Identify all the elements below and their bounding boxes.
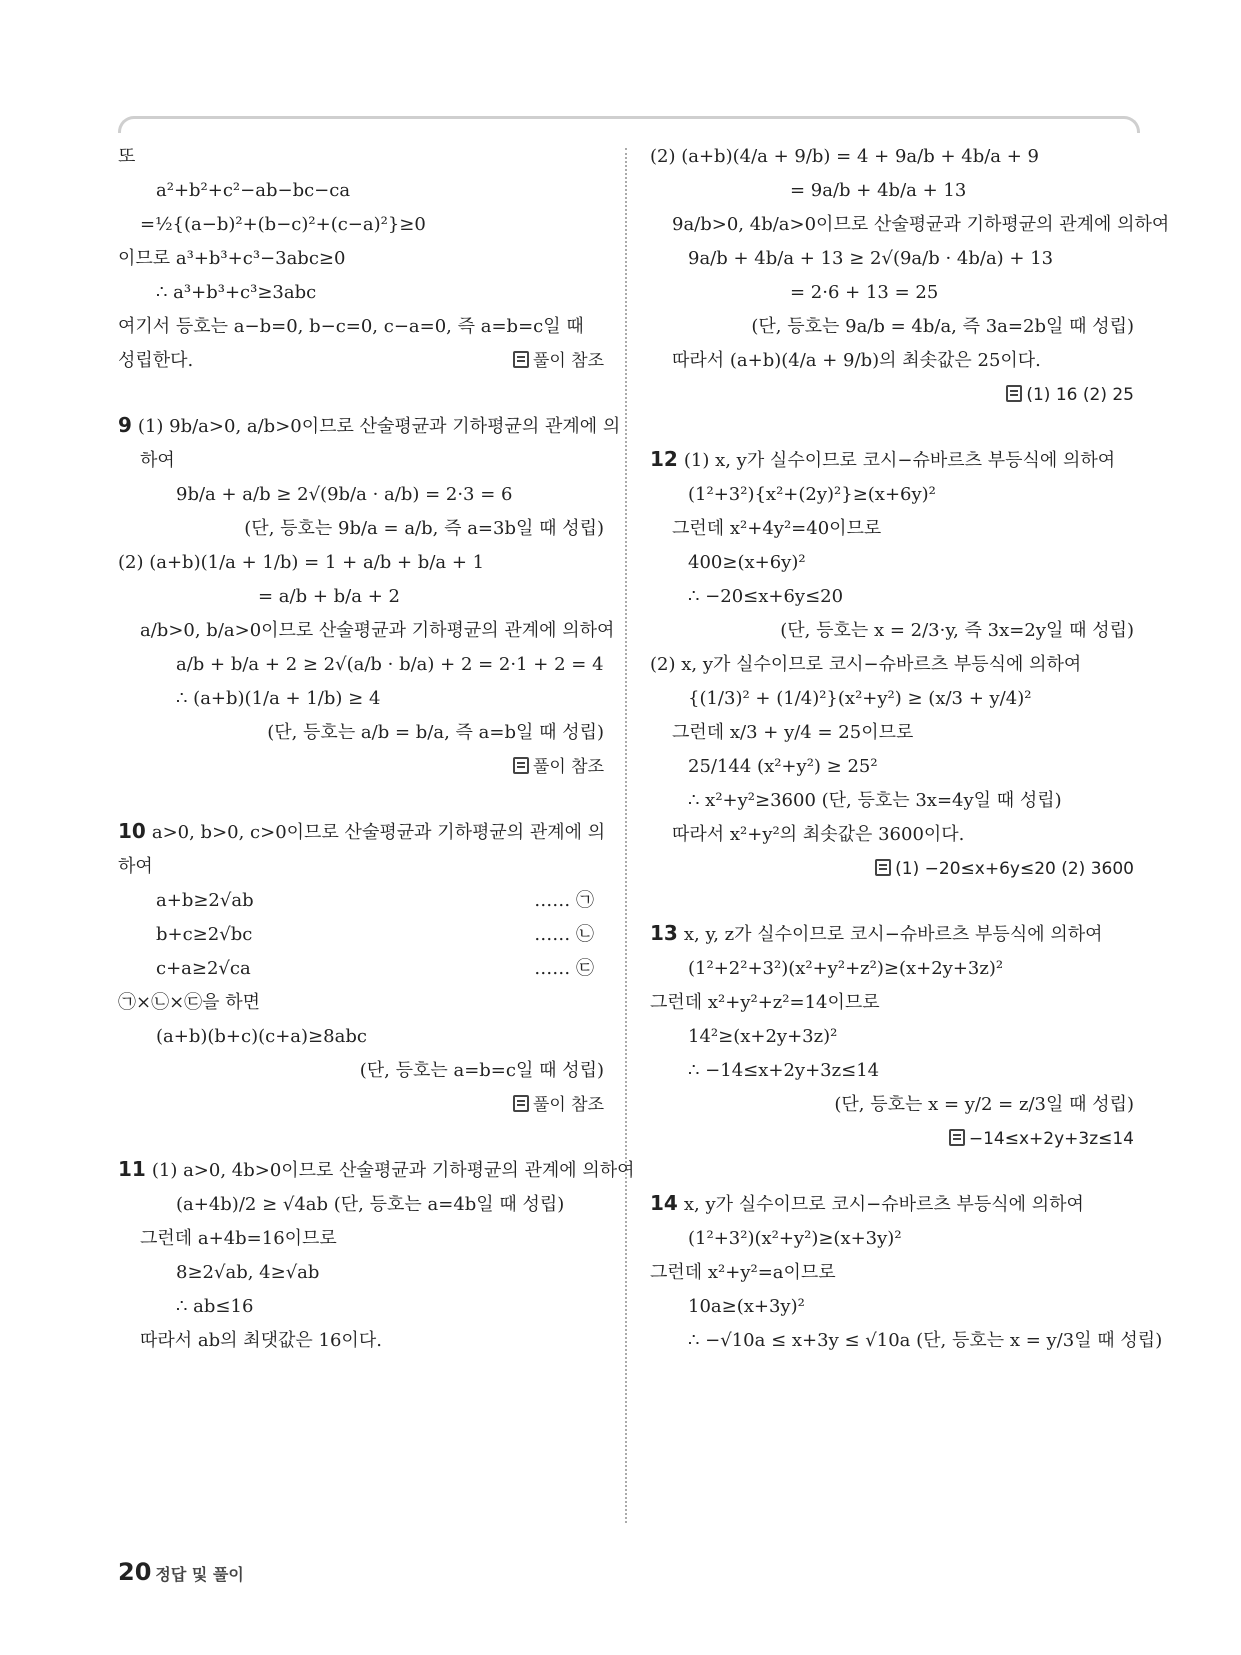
math-line: (2) (a+b)(1/a + 1/b) = 1 + a/b + b/a + 1 [118, 552, 485, 573]
answer-text: −14≤x+2y+3z≤14 [968, 1129, 1134, 1149]
math-text: b+c≥2√bc [156, 924, 253, 945]
math-line: ∴ x²+y²≥3600 (단, 등호는 3x=4y일 때 성립) [688, 790, 1062, 811]
math-line: a²+b²+c²−ab−bc−ca [156, 180, 351, 201]
answer-icon [1006, 385, 1022, 402]
math-line: ∴ ab≤16 [176, 1296, 254, 1317]
answer-text: (1) 16 (2) 25 [1026, 385, 1134, 405]
math-line: ∴ −√10a ≤ x+3y ≤ √10a (단, 등호는 x = y/3일 때 성립) [688, 1330, 1163, 1351]
text-line: x, y가 실수이므로 코시−슈바르츠 부등식에 의하여 [683, 1194, 1084, 1215]
text-line-end: 성립한다. [118, 350, 194, 371]
answer-8 [513, 344, 604, 378]
top-frame-rule [118, 116, 1140, 133]
answer-icon [513, 351, 529, 368]
math-line: (a+b)(b+c)(c+a)≥8abc [156, 1026, 367, 1047]
math-line: (1²+2²+3²)(x²+y²+z²)≥(x+2y+3z)² [688, 958, 1004, 979]
math-line: (1²+3²){x²+(2y)²}≥(x+6y)² [688, 484, 936, 505]
math-line: = 9a/b + 4b/a + 13 [790, 180, 967, 201]
answer-text: (1) −20≤x+6y≤20 (2) 3600 [895, 859, 1134, 879]
text-line: 그런데 x²+4y²=40이므로 [672, 518, 882, 539]
condition-line: (단, 등호는 x = 2/3·y, 즉 3x=2y일 때 성립) [780, 620, 1134, 641]
equation-mark: …… ㉢ [534, 958, 594, 979]
page-footer [118, 1558, 244, 1586]
column-divider [625, 148, 627, 1523]
math-line: 이므로 a³+b³+c³−3abc≥0 [118, 248, 346, 269]
text-line: 9a/b>0, 4b/a>0이므로 산술평균과 기하평균의 관계에 의하여 [672, 214, 1170, 235]
problem-12-line [650, 442, 1134, 478]
answer-11 [650, 378, 1134, 412]
text-line: 따라서 x²+y²의 최솟값은 3600이다. [672, 824, 965, 845]
math-line: ∴ −20≤x+6y≤20 [688, 586, 844, 607]
problem-14-line [650, 1186, 1134, 1222]
left-column [118, 140, 635, 1358]
text-line: a/b>0, b/a>0이므로 산술평균과 기하평균의 관계에 의하여 [140, 620, 615, 641]
text-line: (2) x, y가 실수이므로 코시−슈바르츠 부등식에 의하여 [650, 654, 1082, 675]
text-line: 여기서 등호는 a−b=0, b−c=0, c−a=0, 즉 a=b=c일 때 [118, 316, 584, 337]
condition-line: (단, 등호는 a/b = b/a, 즉 a=b일 때 성립) [267, 722, 604, 743]
text-line: 그런데 x²+y²=a이므로 [650, 1262, 836, 1283]
math-text: c+a≥2√ca [156, 958, 251, 979]
answer-10 [118, 1088, 604, 1122]
math-line: 14²≥(x+2y+3z)² [688, 1026, 838, 1047]
text-line: 따라서 ab의 최댓값은 16이다. [140, 1330, 382, 1351]
text-line: (1) x, y가 실수이므로 코시−슈바르츠 부등식에 의하여 [683, 450, 1116, 471]
text-line: x, y, z가 실수이므로 코시−슈바르츠 부등식에 의하여 [683, 924, 1103, 945]
math-line [118, 952, 604, 986]
answer-text: 풀이 참조 [532, 351, 604, 371]
problem-number: 9 [118, 413, 132, 437]
text-line: ㉠×㉡×㉢을 하면 [118, 992, 261, 1013]
problem-9-line [118, 408, 621, 444]
condition-line: (단, 등호는 a=b=c일 때 성립) [359, 1060, 604, 1081]
math-line: 400≥(x+6y)² [688, 552, 806, 573]
text-line: 또 [118, 146, 136, 167]
math-line: (1²+3²)(x²+y²)≥(x+3y)² [688, 1228, 902, 1249]
condition-line: (단, 등호는 9a/b = 4b/a, 즉 3a=2b일 때 성립) [751, 316, 1134, 337]
text-line: (1) a>0, 4b>0이므로 산술평균과 기하평균의 관계에 의하여 [151, 1160, 635, 1181]
answer-icon [949, 1129, 965, 1146]
answer-icon [875, 859, 891, 876]
text-line: 하여 [140, 450, 175, 471]
problem-number: 12 [650, 447, 678, 471]
condition-line: (단, 등호는 x = y/2 = z/3일 때 성립) [834, 1094, 1134, 1115]
math-line: (2) (a+b)(4/a + 9/b) = 4 + 9a/b + 4b/a + 9 [650, 146, 1040, 167]
answer-12 [650, 852, 1134, 886]
math-line: ∴ −14≤x+2y+3z≤14 [688, 1060, 880, 1081]
math-line: 9b/a + a/b ≥ 2√(9b/a · a/b) = 2·3 = 6 [176, 484, 513, 505]
equation-mark: …… ㉡ [534, 924, 594, 945]
math-line: ∴ a³+b³+c³≥3abc [156, 282, 317, 303]
problem-number: 10 [118, 819, 146, 843]
text-line: 하여 [118, 856, 153, 877]
footer-title: 정답 및 풀이 [155, 1565, 244, 1584]
right-column [650, 140, 1170, 1358]
math-line [118, 884, 604, 918]
math-line: 9a/b + 4b/a + 13 ≥ 2√(9a/b · 4b/a) + 13 [688, 248, 1054, 269]
math-line: = a/b + b/a + 2 [258, 586, 400, 607]
answer-text: 풀이 참조 [532, 1095, 604, 1115]
condition-line: (단, 등호는 9b/a = a/b, 즉 a=3b일 때 성립) [244, 518, 604, 539]
answer-13 [650, 1122, 1134, 1156]
text-line: 그런데 x²+y²+z²=14이므로 [650, 992, 880, 1013]
math-line: {(1/3)² + (1/4)²}(x²+y²) ≥ (x/3 + y/4)² [688, 688, 1032, 709]
math-line: = 2·6 + 13 = 25 [790, 282, 939, 303]
math-line: 8≥2√ab, 4≥√ab [176, 1262, 320, 1283]
text-line [118, 344, 604, 378]
text-line: (1) 9b/a>0, a/b>0이므로 산술평균과 기하평균의 관계에 의 [137, 416, 621, 437]
math-line: =½{(a−b)²+(b−c)²+(c−a)²}≥0 [140, 214, 426, 235]
page-number: 20 [118, 1558, 152, 1586]
problem-13-line [650, 916, 1134, 952]
math-line: ∴ (a+b)(1/a + 1/b) ≥ 4 [176, 688, 381, 709]
problem-number: 13 [650, 921, 678, 945]
math-line [118, 918, 604, 952]
math-line: a/b + b/a + 2 ≥ 2√(a/b · b/a) + 2 = 2·1 + 2 = 4 [176, 654, 604, 675]
text-line: 따라서 (a+b)(4/a + 9/b)의 최솟값은 25이다. [672, 350, 1041, 371]
problem-10-line [118, 814, 604, 850]
text-line: 그런데 a+4b=16이므로 [140, 1228, 337, 1249]
text-line: 그런데 x/3 + y/4 = 25이므로 [672, 722, 914, 743]
answer-9 [118, 750, 604, 784]
answer-icon [513, 757, 529, 774]
problem-11-line [118, 1152, 635, 1188]
math-text: a+b≥2√ab [156, 890, 254, 911]
equation-mark: …… ㉠ [534, 890, 594, 911]
math-line: 10a≥(x+3y)² [688, 1296, 805, 1317]
answer-icon [513, 1095, 529, 1112]
answer-text: 풀이 참조 [532, 757, 604, 777]
text-line: a>0, b>0, c>0이므로 산술평균과 기하평균의 관계에 의 [151, 822, 606, 843]
math-line: (a+4b)/2 ≥ √4ab (단, 등호는 a=4b일 때 성립) [176, 1194, 565, 1215]
problem-number: 11 [118, 1157, 146, 1181]
math-line: 25/144 (x²+y²) ≥ 25² [688, 756, 878, 777]
problem-number: 14 [650, 1191, 678, 1215]
